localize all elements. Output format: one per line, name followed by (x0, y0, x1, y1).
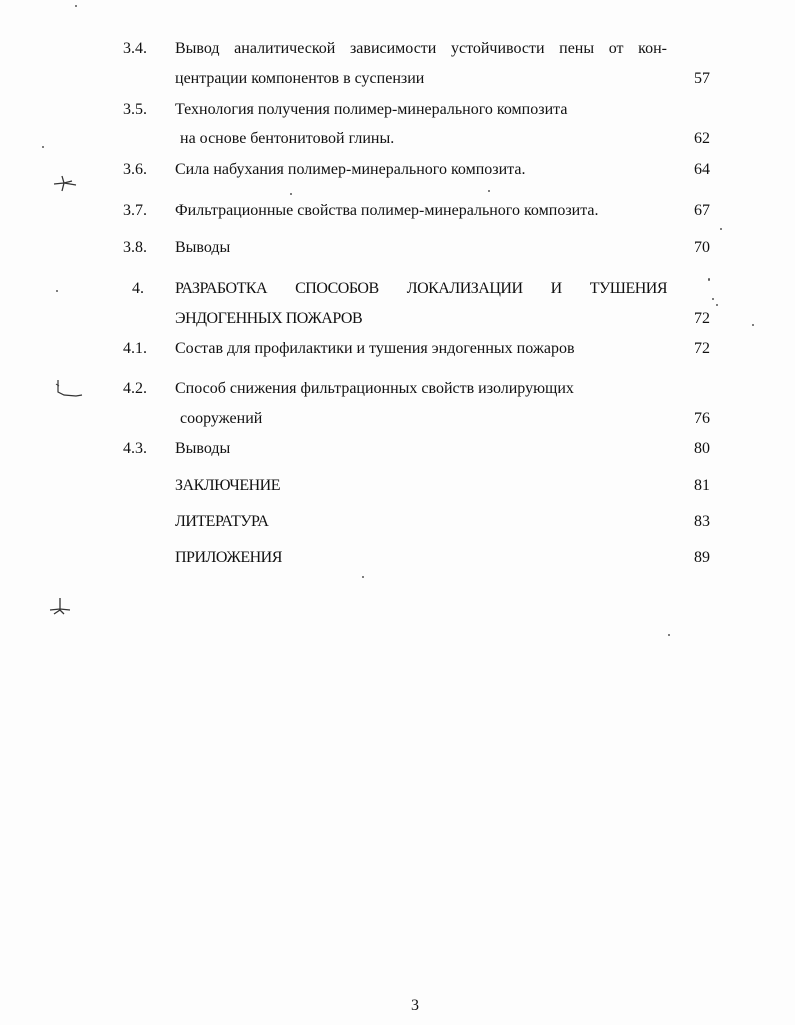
toc-entry-title-cont: на основе бентонитовой глины. (180, 130, 395, 147)
scan-speck (712, 298, 714, 300)
toc-entry-page: 80 (694, 440, 710, 457)
scan-artifact-mark (46, 378, 86, 404)
scan-speck (752, 324, 754, 326)
scan-speck (716, 304, 718, 306)
toc-entry-number: 3.7. (123, 202, 147, 219)
toc-entry-title: Вывод аналитической зависимости устойчивости пены от кон- (175, 40, 667, 57)
toc-entry-title-cont: ЭНДОГЕННЫХ ПОЖАРОВ (175, 310, 363, 327)
toc-entry-number: 4.2. (123, 380, 147, 397)
toc-entry-title: Технология получения полимер-минерального композита (175, 101, 568, 118)
toc-entry-number: 3.4. (123, 40, 147, 57)
toc-entry-page: 72 (694, 310, 710, 327)
scan-speck (56, 290, 58, 292)
toc-entry-title: ЗАКЛЮЧЕНИЕ (175, 477, 280, 494)
toc-entry-title-cont: центрации компонентов в суспензии (175, 70, 425, 87)
toc-entry-page: 76 (694, 410, 710, 427)
toc-entry-page: 72 (694, 340, 710, 357)
toc-entry-number: 3.8. (123, 239, 147, 256)
toc-entry-page: 67 (694, 202, 710, 219)
toc-entry-page: 81 (694, 477, 710, 494)
toc-entry-number: 4.3. (123, 440, 147, 457)
toc-entry-number: 4. (132, 280, 144, 297)
toc-entry-title: Состав для профилактики и тушения эндогенных пожаров (175, 340, 575, 357)
toc-entry-title: Фильтрационные свойства полимер-минерального композита. (175, 202, 599, 219)
scan-speck (668, 634, 670, 636)
page-number: 3 (411, 997, 419, 1014)
toc-entry-title: РАЗРАБОТКА СПОСОБОВ ЛОКАЛИЗАЦИИ И ТУШЕНИЯ (175, 280, 667, 297)
toc-entry-title: Выводы (175, 440, 231, 457)
toc-entry-title-cont: сооружений (180, 410, 263, 427)
toc-entry-title: Сила набухания полимер-минерального композита. (175, 161, 526, 178)
scan-speck (42, 146, 44, 148)
toc-entry-page: 70 (694, 239, 710, 256)
scan-speck (75, 5, 77, 7)
scan-speck (290, 193, 292, 195)
toc-entry-page: 57 (694, 70, 710, 87)
toc-entry-title: ЛИТЕРАТУРА (175, 513, 269, 530)
toc-entry-title: ПРИЛОЖЕНИЯ (175, 549, 282, 566)
toc-entry-page: 89 (694, 549, 710, 566)
scan-artifact-mark (52, 172, 80, 194)
scan-speck (708, 278, 710, 281)
scan-speck (362, 576, 364, 578)
toc-entry-number: 3.5. (123, 101, 147, 118)
toc-entry-number: 3.6. (123, 161, 147, 178)
scan-artifact-mark (46, 596, 76, 620)
toc-entry-page: 83 (694, 513, 710, 530)
toc-entry-page: 64 (694, 161, 710, 178)
toc-entry-page: 62 (694, 130, 710, 147)
toc-entry-title: Выводы (175, 239, 231, 256)
scan-speck (720, 228, 722, 230)
toc-entry-title: Способ снижения фильтрационных свойств изолирующих (175, 380, 574, 397)
scan-speck (488, 190, 490, 192)
toc-entry-number: 4.1. (123, 340, 147, 357)
